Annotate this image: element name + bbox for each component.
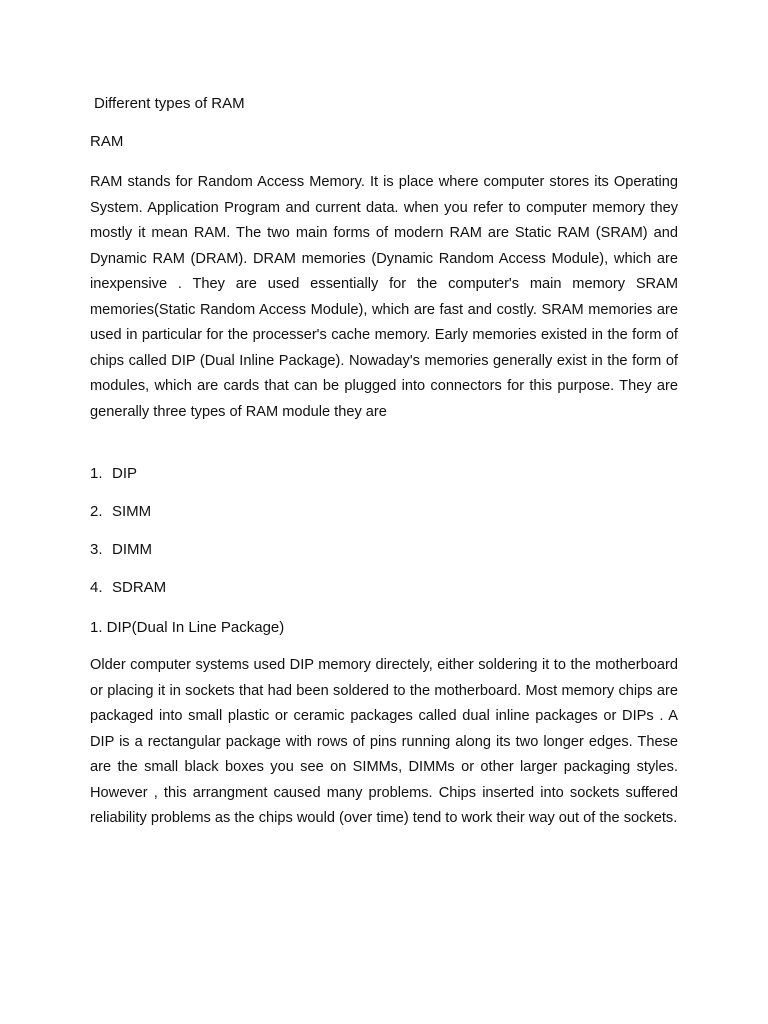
list-item-label: SIMM: [112, 503, 152, 520]
list-item: [90, 502, 151, 522]
section-heading-ram: RAM: [90, 133, 124, 150]
paragraph-dip: Older computer systems used DIP memory directely, either soldering it to the motherboard or placing it in sockets that had been soldered to the motherboard. Most memory chips are packaged into small plastic or ceramic packages called dual inline packages or DIPs . A DIP is a rectangular package with rows of pins running along its two longer edges. These are the small black boxes you see on SIMMs, DIMMs or other larger packaging styles. However , this arrangment caused many problems. Chips inserted into sockets suffered reliability problems as the chips would (over time) tend to work their way out of the sockets.: [90, 657, 678, 826]
paragraph-ram-intro: RAM stands for Random Access Memory. It is place where computer stores its Operating System. Application Program and current data. when you refer to computer memory they mostly it mean RAM. The two main forms of modern RAM are Static RAM (SRAM) and Dynamic RAM (DRAM). DRAM memories (Dynamic Random Access Module), which are inexpensive . They are used essentially for the computer's main memory SRAM memories(Static Random Access Module), which are fast and costly. SRAM memories are used in particular for the processer's cache memory. Early memories existed in the form of chips called DIP (Dual Inline Package). Nowaday's memories generally exist in the form of modules, which are cards that can be plugged into connectors for this purpose. They are generally three types of RAM module they are: [90, 174, 678, 420]
list-item-label: SDRAM: [112, 579, 167, 596]
list-item-number: 4.: [90, 579, 103, 596]
list-item-label: DIP: [112, 465, 138, 482]
list-item-number: 3.: [90, 541, 103, 558]
list-item: [90, 578, 166, 598]
list-item-number: 1.: [90, 465, 103, 482]
document-title: Different types of RAM: [94, 95, 245, 112]
subheading-dip: 1. DIP(Dual In Line Package): [90, 619, 285, 636]
list-item: [90, 540, 152, 560]
list-item-label: DIMM: [112, 541, 152, 558]
list-item: [90, 464, 137, 484]
list-item-number: 2.: [90, 503, 103, 520]
